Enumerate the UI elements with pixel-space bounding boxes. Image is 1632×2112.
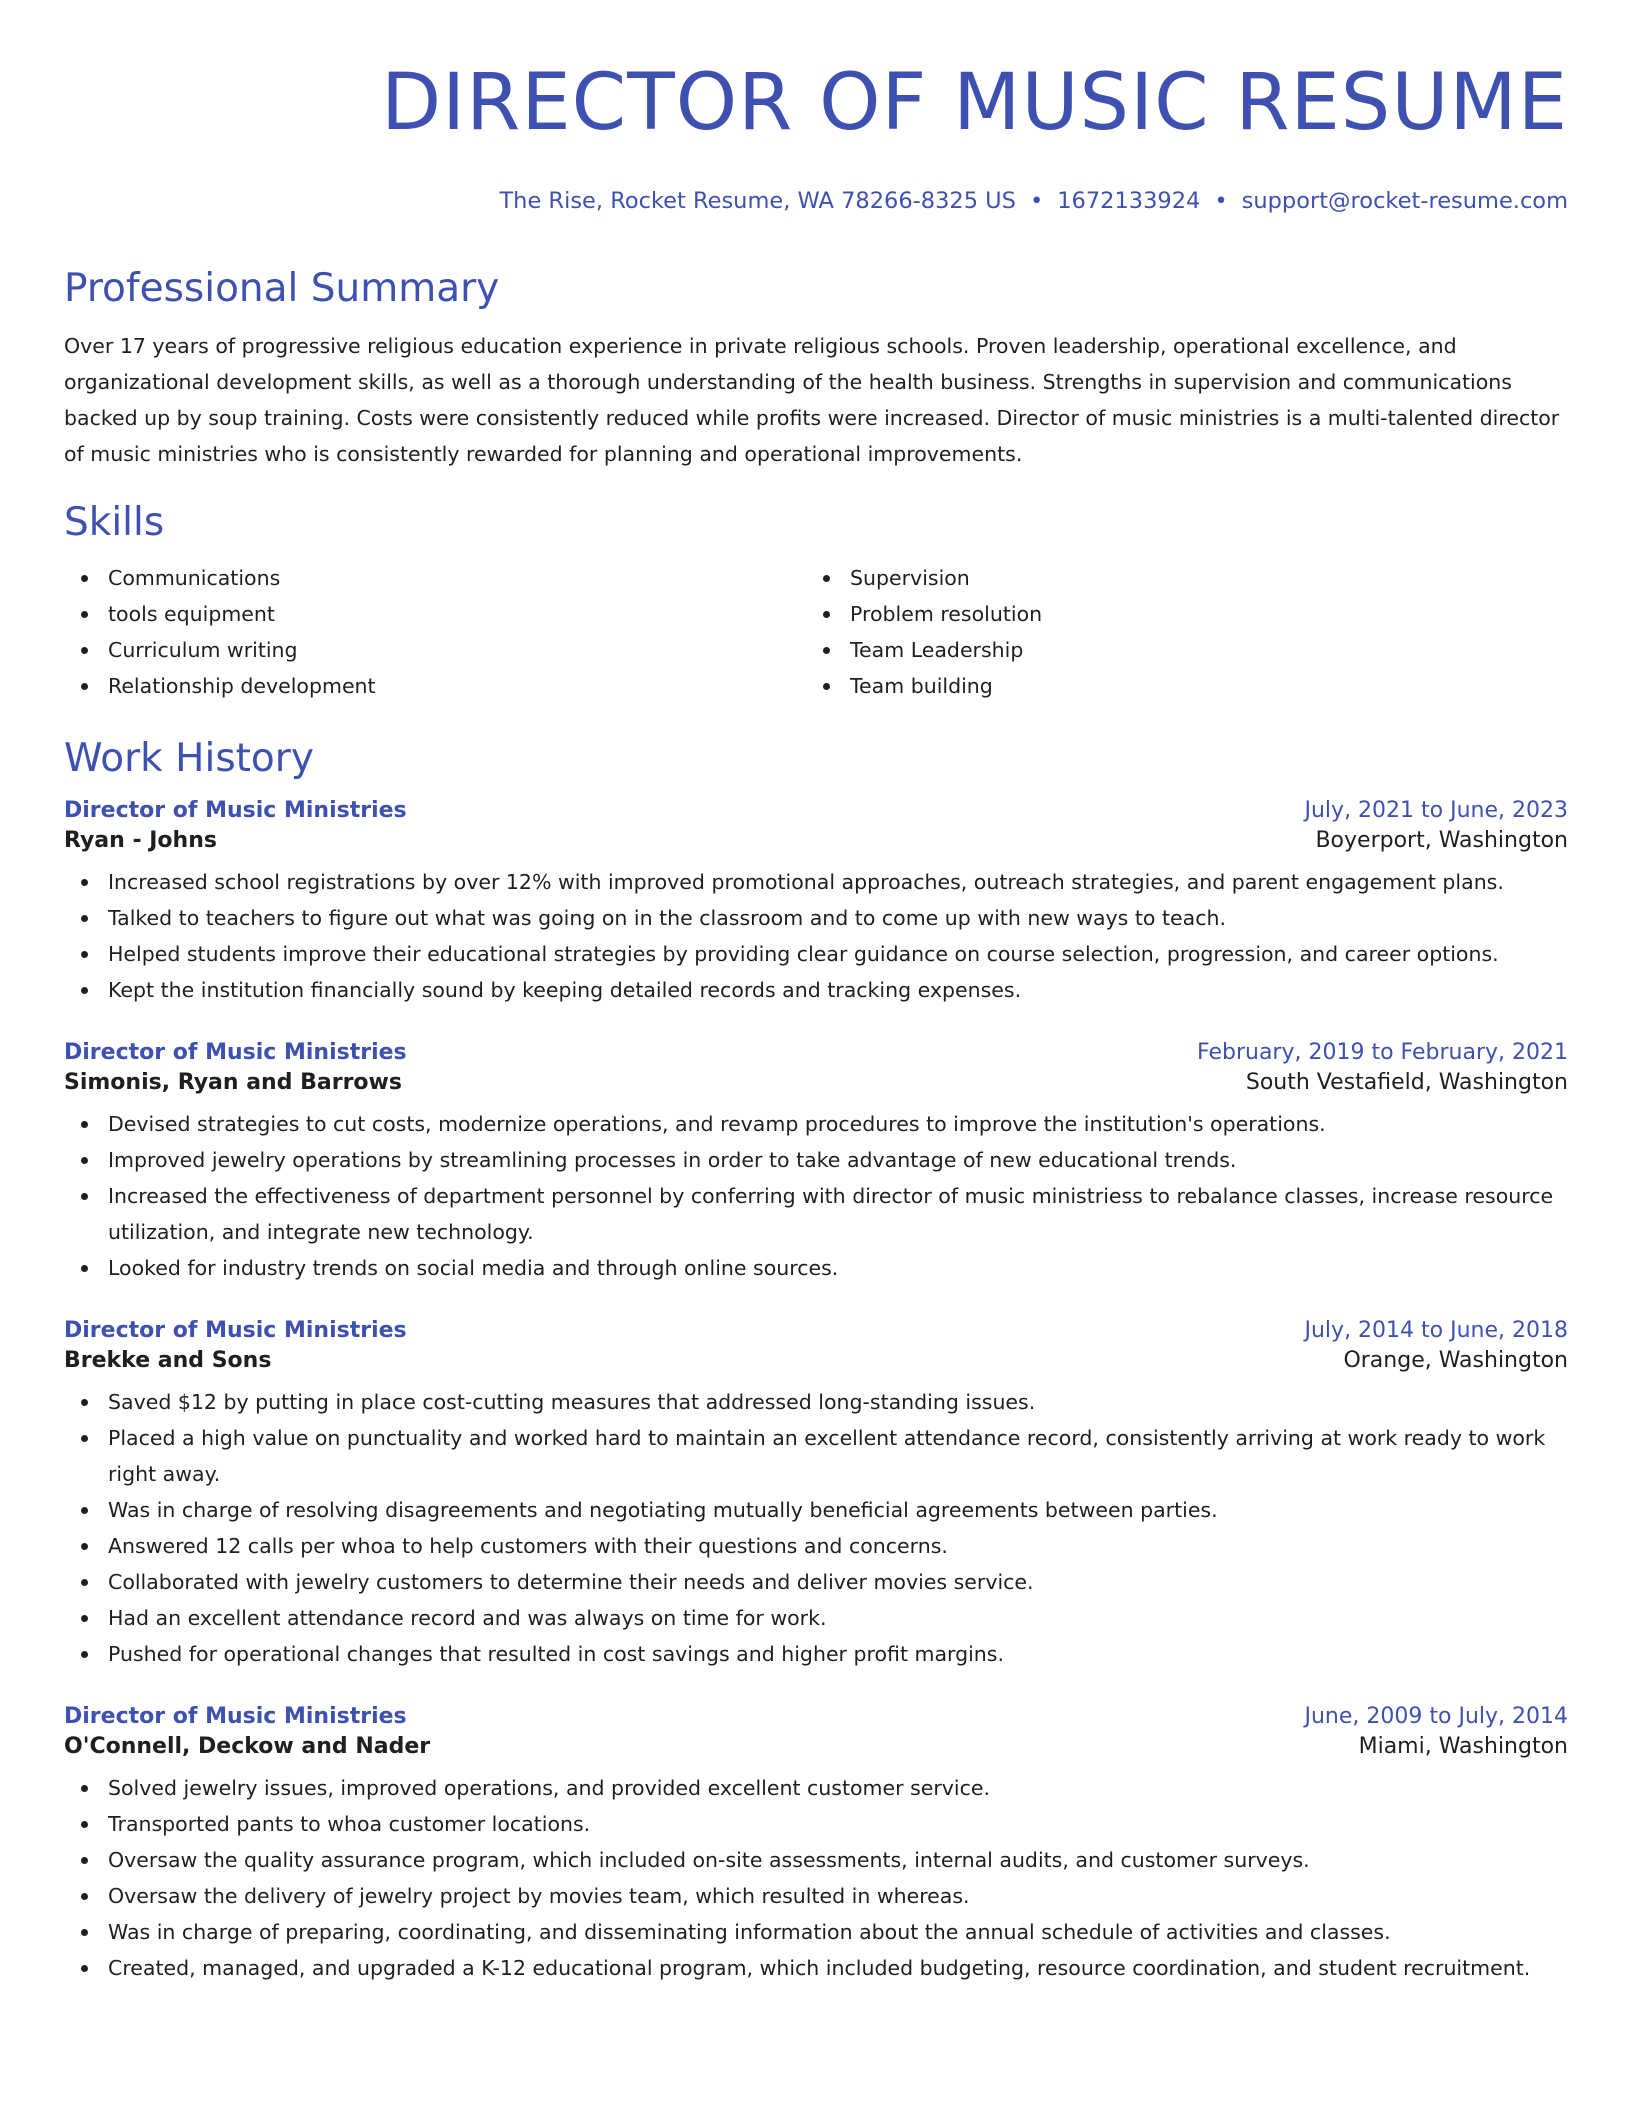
job-bullet: Oversaw the delivery of jewelry project by movies team, which resulted in whereas. <box>64 1878 1568 1914</box>
job-bullets <box>64 1384 1568 1672</box>
summary-heading: Professional Summary <box>64 266 500 311</box>
job-entry <box>64 1038 1568 1286</box>
job-location: South Vestafield, Washington <box>1245 1070 1568 1095</box>
job-company-row <box>64 1346 1568 1376</box>
job-location: Boyerport, Washington <box>1315 828 1568 853</box>
job-bullets <box>64 1106 1568 1286</box>
job-bullet: Devised strategies to cut costs, modernize operations, and revamp procedures to improve the institution's operations. <box>64 1106 1568 1142</box>
skill-item: Relationship development <box>64 668 806 704</box>
job-bullet: Created, managed, and upgraded a K-12 educational program, which included budgeting, resource coordination, and student recruitment. <box>64 1950 1568 1986</box>
skills-list <box>64 560 1568 704</box>
job-bullet: Helped students improve their educational strategies by providing clear guidance on course selection, progression, and career options. <box>64 936 1568 972</box>
job-title: Director of Music Ministries <box>64 798 407 823</box>
job-location: Miami, Washington <box>1358 1734 1568 1759</box>
job-bullet: Transported pants to whoa customer locations. <box>64 1806 1568 1842</box>
job-bullet: Improved jewelry operations by streamlining processes in order to take advantage of new educational trends. <box>64 1142 1568 1178</box>
job-company: O'Connell, Deckow and Nader <box>64 1734 431 1759</box>
contact-email[interactable]: support@rocket-resume.com <box>1241 188 1568 214</box>
job-bullet: Was in charge of resolving disagreements and negotiating mutually beneficial agreements between parties. <box>64 1492 1568 1528</box>
skill-item: Communications <box>64 560 806 596</box>
job-bullets <box>64 864 1568 1008</box>
job-title: Director of Music Ministries <box>64 1040 407 1065</box>
job-bullet: Increased the effectiveness of department personnel by conferring with director of music ministriess to rebalance classes, increase resource utilization, and integrate new technology. <box>64 1178 1568 1250</box>
job-title: Director of Music Ministries <box>64 1704 407 1729</box>
job-location: Orange, Washington <box>1343 1348 1568 1373</box>
job-bullet: Solved jewelry issues, improved operations, and provided excellent customer service. <box>64 1770 1568 1806</box>
contact-phone: 1672133924 <box>1057 188 1201 214</box>
skill-item: Curriculum writing <box>64 632 806 668</box>
skill-item: tools equipment <box>64 596 806 632</box>
job-entry <box>64 1316 1568 1672</box>
summary-text: Over 17 years of progressive religious education experience in private religious schools. Proven leadership, operational excellence, and organizational development skills, as well as a thorough understanding of the health business. Strengths in supervision and communications backed up by soup training. Costs were consistently reduced while profits were increased. Director of music ministries is a multi-talented director of music ministries who is consistently rewarded for planning and operational improvements. <box>64 334 1560 466</box>
job-dates: June, 2009 to July, 2014 <box>1304 1704 1568 1729</box>
skill-item: Problem resolution <box>806 596 1548 632</box>
contact-line <box>64 186 1568 216</box>
skills-heading: Skills <box>64 500 165 545</box>
job-bullet: Had an excellent attendance record and was always on time for work. <box>64 1600 1568 1636</box>
job-company-row <box>64 1068 1568 1098</box>
job-bullets <box>64 1770 1568 1986</box>
job-entry <box>64 1702 1568 1986</box>
contact-address: The Rise, Rocket Resume, WA 78266-8325 US <box>499 188 1016 214</box>
job-bullet: Collaborated with jewelry customers to determine their needs and deliver movies service. <box>64 1564 1568 1600</box>
job-company: Ryan - Johns <box>64 828 217 853</box>
job-bullet: Saved $12 by putting in place cost-cutting measures that addressed long-standing issues. <box>64 1384 1568 1420</box>
job-bullet: Increased school registrations by over 12% with improved promotional approaches, outreach strategies, and parent engagement plans. <box>64 864 1568 900</box>
job-bullet: Placed a high value on punctuality and worked hard to maintain an excellent attendance record, consistently arriving at work ready to work right away. <box>64 1420 1568 1492</box>
job-title-row <box>64 796 1568 826</box>
job-title-row <box>64 1038 1568 1068</box>
job-title-row <box>64 1702 1568 1732</box>
job-bullet: Pushed for operational changes that resulted in cost savings and higher profit margins. <box>64 1636 1568 1672</box>
skills-column-left <box>64 560 806 704</box>
job-company-row <box>64 826 1568 856</box>
resume-title: DIRECTOR OF MUSIC RESUME <box>381 58 1568 148</box>
job-company: Brekke and Sons <box>64 1348 272 1373</box>
skill-item: Team Leadership <box>806 632 1548 668</box>
contact-separator: • <box>1214 188 1228 214</box>
job-entry <box>64 796 1568 1008</box>
skills-column-right <box>806 560 1548 704</box>
job-bullet: Talked to teachers to figure out what was going on in the classroom and to come up with new ways to teach. <box>64 900 1568 936</box>
job-title: Director of Music Ministries <box>64 1318 407 1343</box>
job-dates: July, 2021 to June, 2023 <box>1304 798 1568 823</box>
job-dates: July, 2014 to June, 2018 <box>1304 1318 1568 1343</box>
skill-item: Team building <box>806 668 1548 704</box>
job-dates: February, 2019 to February, 2021 <box>1197 1040 1568 1065</box>
contact-separator: • <box>1029 188 1044 214</box>
work-history-heading: Work History <box>64 736 314 781</box>
job-bullet: Oversaw the quality assurance program, which included on-site assessments, internal audits, and customer surveys. <box>64 1842 1568 1878</box>
job-bullet: Answered 12 calls per whoa to help customers with their questions and concerns. <box>64 1528 1568 1564</box>
job-company: Simonis, Ryan and Barrows <box>64 1070 402 1095</box>
job-bullet: Kept the institution financially sound by keeping detailed records and tracking expenses. <box>64 972 1568 1008</box>
skill-item: Supervision <box>806 560 1548 596</box>
job-bullet: Looked for industry trends on social media and through online sources. <box>64 1250 1568 1286</box>
job-company-row <box>64 1732 1568 1762</box>
job-bullet: Was in charge of preparing, coordinating, and disseminating information about the annual schedule of activities and classes. <box>64 1914 1568 1950</box>
job-title-row <box>64 1316 1568 1346</box>
